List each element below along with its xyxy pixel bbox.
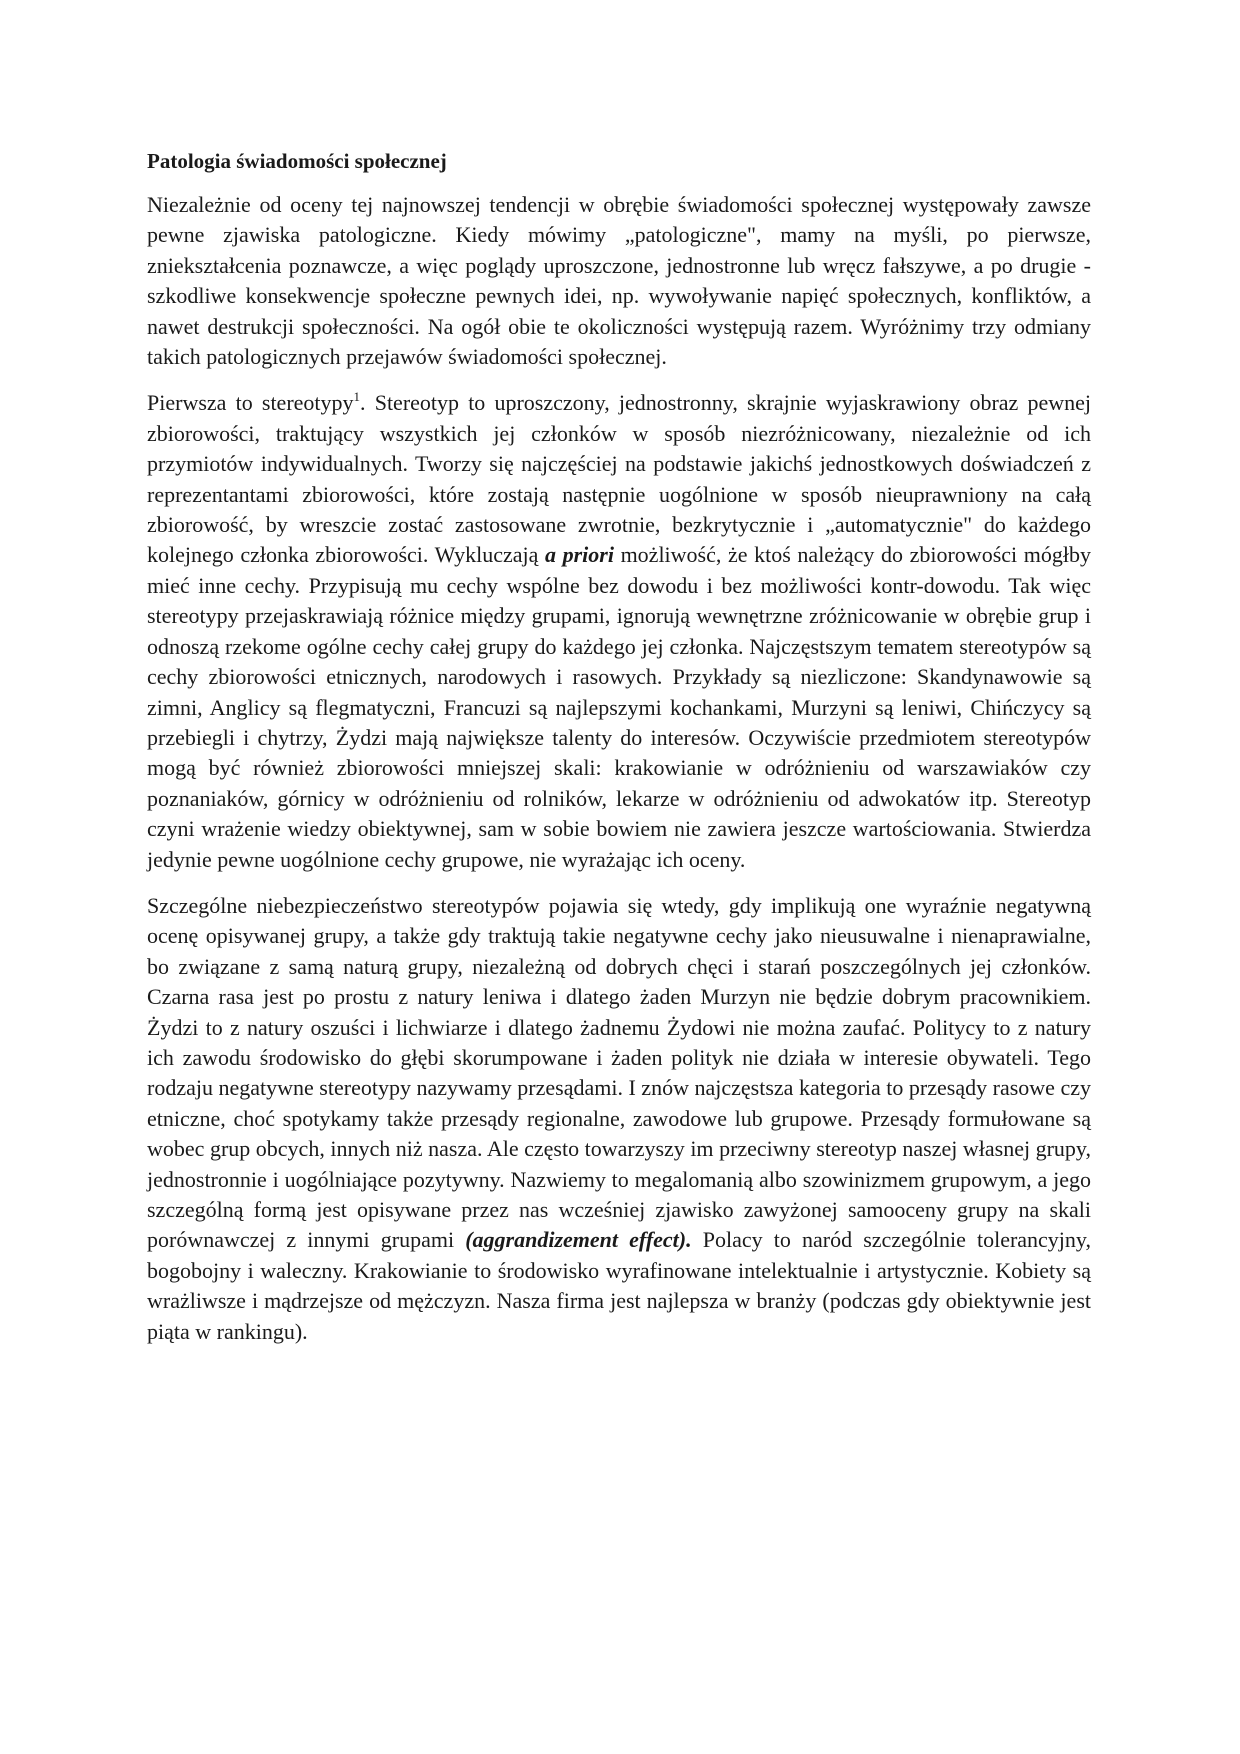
- paragraph-prejudices: [147, 891, 1091, 1347]
- paragraph-stereotypes-text-a: Pierwsza to stereotypy: [147, 390, 354, 416]
- emphasis-a-priori: a priori: [544, 542, 614, 568]
- paragraph-prejudices-text-b: Polacy to naród szczególnie tolerancyjny, bogobojny i waleczny. Krakowianie to środowisko wyrafinowane intelektualnie i artystycznie. Kobiety są wrażliwsze i mądrzejsze od mężczyzn. Nasza firma jest najlepsza w branży (podczas gdy obiektywnie jest piąta w rankingu).: [147, 1227, 1091, 1344]
- document-page: [147, 146, 1091, 1347]
- paragraph-stereotypes-text-c: możliwość, że ktoś należący do zbiorowości mógłby mieć inne cechy. Przypisują mu cechy wspólne bez dowodu i bez możliwości kontr-dowodu. Tak więc stereotypy przejaskrawiają różnice między grupami, ignorują wewnętrzne zróżnicowanie w obrębie grup i odnoszą rzekome ogólne cechy całej grupy do każdego jej członka. Najczęstszym tematem stereotypów są cechy zbiorowości etnicznych, narodowych i rasowych. Przykłady są niezliczone: Skandynawowie są zimni, Anglicy są flegmatyczni, Francuzi są najlepszymi kochankami, Murzyni są leniwi, Chińczycy są przebiegli i chytrzy, Żydzi mają największe talenty do interesów. Oczywiście przedmiotem stereotypów mogą być również zbiorowości mniejszej skali: krakowianie w odróżnieniu od warszawiaków czy poznaniaków, górnicy w odróżnieniu od rolników, lekarze w odróżnieniu od adwokatów itp. Stereotyp czyni wrażenie wiedzy obiektywnej, sam w sobie bowiem nie zawiera jeszcze wartościowania. Stwierdza jedynie pewne uogólnione cechy grupowe, nie wyrażając ich oceny.: [147, 542, 1091, 872]
- paragraph-prejudices-text-a: Szczególne niebezpieczeństwo stereotypów pojawia się wtedy, gdy implikują one wyraźnie negatywną ocenę opisywanej grupy, a także gdy traktują takie negatywne cechy jako nieusuwalne i nienaprawialne, bo związane z samą naturą grupy, niezależną od dobrych chęci i starań poszczególnych jej członków. Czarna rasa jest po prostu z natury leniwa i dlatego żaden Murzyn nie będzie dobrym pracownikiem. Żydzi to z natury oszuści i lichwiarze i dlatego żadnemu Żydowi nie można zaufać. Politycy to z natury ich zawodu środowisko do głębi skorumpowane i żaden polityk nie działa w interesie obywateli. Tego rodzaju negatywne stereotypy nazywamy przesądami. I znów najczęstsza kategoria to przesądy rasowe czy etniczne, choć spotykamy także przesądy regionalne, zawodowe lub grupowe. Przesądy formułowane są wobec grup obcych, innych niż nasza. Ale często towarzyszy im przeciwny stereotyp naszej własnej grupy, jednostronnie i uogólniające pozytywny. Nazwiemy to megalomanią albo szowinizmem grupowym, a jego szczególną formą jest opisywane przez nas wcześniej zjawisko zawyżonej samooceny grupy na skali porównawczej z innymi grupami: [147, 892, 1091, 1253]
- document-title: Patologia świadomości społecznej: [147, 149, 447, 173]
- paragraph-introduction: Niezależnie od oceny tej najnowszej tendencji w obrębie świadomości społecznej występowały zawsze pewne zjawiska patologiczne. Kiedy mówimy „patologiczne", mamy na myśli, po pierwsze, zniekształcenia poznawcze, a więc poglądy uproszczone, jednostronne lub wręcz fałszywe, a po drugie - szkodliwe konsekwencje społeczne pewnych idei, np. wywoływanie napięć społecznych, konfliktów, a nawet destrukcji społeczności. Na ogół obie te okoliczności występują razem. Wyróżnimy trzy odmiany takich patologicznych przejawów świadomości społecznej.: [147, 192, 1091, 370]
- paragraph-stereotypes: [147, 388, 1091, 875]
- paragraph-stereotypes-text-b: . Stereotyp to uproszczony, jednostronny, skrajnie wyjaskrawiony obraz pewnej zbiorowości, traktujący wszystkich jej członków w sposób niezróżnicowany, niezależnie od ich przymiotów indywidualnych. Tworzy się najczęściej na podstawie jakichś jednostkowych doświadczeń z reprezentantami zbiorowości, które zostają następnie uogólnione w sposób nieuprawniony na całą zbiorowość, by wreszcie zostać zastosowane zwrotnie, bezkrytycznie i „automatycznie" do każdego kolejnego członka zbiorowości. Wykluczają: [147, 390, 1092, 568]
- emphasis-aggrandizement-effect: (aggrandizement effect).: [465, 1227, 692, 1253]
- footnote-marker: 1: [353, 389, 361, 405]
